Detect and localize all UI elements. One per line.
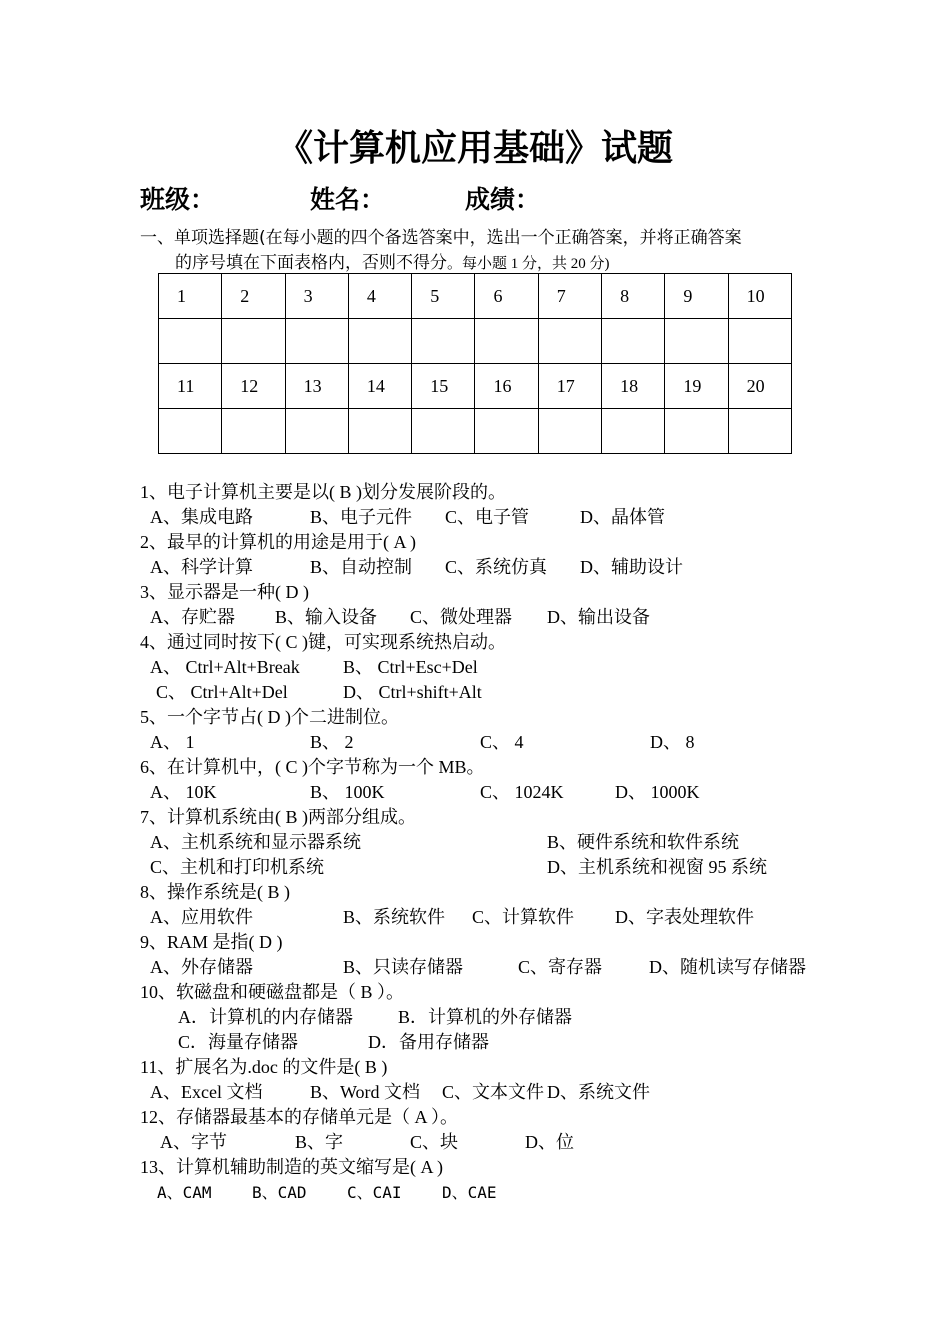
answer-option: B、电子元件 — [310, 507, 413, 527]
answer-blank-cell[interactable] — [475, 319, 538, 364]
options-row — [140, 780, 840, 805]
answer-blank-cell[interactable] — [728, 319, 791, 364]
question-text: 4、通过同时按下( C )键，可实现系统热启动。 — [140, 632, 506, 652]
question-text: 9、RAM 是指( D ) — [140, 932, 283, 952]
answer-option: D、晶体管 — [580, 507, 665, 527]
name-label: 姓名： — [310, 185, 386, 214]
section-instruction-line1: 一、单项选择题(在每小题的四个备选答案中，选出一个正确答案，并将正确答案 — [140, 228, 742, 248]
options-row — [140, 1030, 840, 1055]
question-text: 5、一个字节占( D )个二进制位。 — [140, 707, 399, 727]
answer-option: A、 10K — [150, 782, 217, 802]
answer-blank-cell[interactable] — [348, 319, 411, 364]
answer-blank-cell[interactable] — [538, 409, 601, 454]
answer-option: C、寄存器 — [518, 957, 603, 977]
answer-option: D、CAE — [442, 1183, 497, 1202]
answer-option: D、辅助设计 — [580, 557, 683, 577]
answer-option: D、系统文件 — [547, 1082, 650, 1102]
question-number-cell: 15 — [412, 364, 475, 409]
answer-option: C、微处理器 — [410, 607, 513, 627]
options-row — [140, 1130, 840, 1155]
answer-option: C、电子管 — [445, 507, 530, 527]
answer-number-row — [159, 274, 792, 319]
question-text: 7、计算机系统由( B )两部分组成。 — [140, 807, 416, 827]
answer-option: A．计算机的内存储器 — [178, 1007, 353, 1027]
answer-blank-cell[interactable] — [728, 409, 791, 454]
options-row — [140, 905, 840, 930]
question-text: 6、在计算机中，( C )个字节称为一个 MB。 — [140, 757, 485, 777]
class-label: 班级： — [140, 185, 216, 214]
question-number-cell: 7 — [538, 274, 601, 319]
answer-blank-cell[interactable] — [412, 409, 475, 454]
question-number-cell: 9 — [665, 274, 728, 319]
options-row — [140, 855, 840, 880]
answer-option: B、输入设备 — [275, 607, 378, 627]
question-text: 1、电子计算机主要是以( B )划分发展阶段的。 — [140, 482, 506, 502]
options-row — [140, 1080, 840, 1105]
answer-option: C、计算软件 — [472, 907, 575, 927]
answer-blank-cell[interactable] — [222, 319, 285, 364]
answer-blank-cell[interactable] — [412, 319, 475, 364]
answer-option: D．备用存储器 — [368, 1032, 489, 1052]
answer-option: B、自动控制 — [310, 557, 413, 577]
question-number-cell: 6 — [475, 274, 538, 319]
answer-option: D、主机系统和视窗 95 系统 — [547, 857, 767, 877]
question-number-cell: 14 — [348, 364, 411, 409]
section-one-heading — [140, 226, 830, 277]
answer-option: A、集成电路 — [150, 507, 253, 527]
answer-option: D、位 — [525, 1132, 574, 1152]
question-number-cell: 3 — [285, 274, 348, 319]
answer-option: C、文本文件 — [442, 1082, 545, 1102]
options-row — [140, 505, 840, 530]
student-info-line — [140, 182, 840, 218]
answer-option: B．计算机的外存储器 — [398, 1007, 573, 1027]
answer-option: A、外存储器 — [150, 957, 253, 977]
answer-option: A、科学计算 — [150, 557, 253, 577]
question-number-cell: 17 — [538, 364, 601, 409]
answer-blank-cell[interactable] — [159, 319, 222, 364]
answer-option: A、主机系统和显示器系统 — [150, 832, 361, 852]
answer-blank-cell[interactable] — [348, 409, 411, 454]
score-label: 成绩： — [465, 185, 541, 214]
answer-option: A、存贮器 — [150, 607, 235, 627]
answer-number-row — [159, 364, 792, 409]
section-instruction-text: 的序号填在下面表格内，否则不得分 — [175, 253, 447, 273]
answer-option: C、块 — [410, 1132, 459, 1152]
options-row — [140, 605, 840, 630]
answer-blank-row — [159, 409, 792, 454]
answer-option: B、 Ctrl+Esc+Del — [343, 657, 478, 677]
question-text: 13、计算机辅助制造的英文缩写是( A ) — [140, 1157, 443, 1177]
answer-option: B、系统软件 — [343, 907, 446, 927]
answer-blank-cell[interactable] — [602, 319, 665, 364]
answer-option: A、字节 — [160, 1132, 227, 1152]
question-number-cell: 19 — [665, 364, 728, 409]
question-number-cell: 13 — [285, 364, 348, 409]
options-row — [140, 680, 840, 705]
answer-option: A、Excel 文档 — [150, 1082, 263, 1102]
question-number-cell: 11 — [159, 364, 222, 409]
question-text: 11、扩展名为.doc 的文件是( B ) — [140, 1057, 388, 1077]
answer-option: B、CAD — [252, 1183, 307, 1202]
options-row — [140, 730, 840, 755]
answer-blank-cell[interactable] — [159, 409, 222, 454]
options-row — [140, 1180, 840, 1205]
question-number-cell: 18 — [602, 364, 665, 409]
question-text: 8、操作系统是( B ) — [140, 882, 290, 902]
answer-option: D、 1000K — [615, 782, 700, 802]
answer-option: C、CAI — [347, 1183, 402, 1202]
options-row — [140, 1005, 840, 1030]
answer-option: D、随机读写存储器 — [649, 957, 806, 977]
answer-blank-cell[interactable] — [602, 409, 665, 454]
question-number-cell: 12 — [222, 364, 285, 409]
options-row — [140, 955, 840, 980]
answer-blank-cell[interactable] — [222, 409, 285, 454]
answer-option: B、硬件系统和软件系统 — [547, 832, 740, 852]
section-score-note: 。每小题 1 分，共 20 分) — [447, 256, 610, 272]
answer-option: B、字 — [295, 1132, 344, 1152]
answer-option: D、 Ctrl+shift+Alt — [343, 682, 482, 702]
question-number-cell: 10 — [728, 274, 791, 319]
answer-option: B、只读存储器 — [343, 957, 464, 977]
answer-blank-cell[interactable] — [285, 409, 348, 454]
answer-option: C、 4 — [480, 732, 524, 752]
question-number-cell: 8 — [602, 274, 665, 319]
answer-blank-cell[interactable] — [665, 409, 728, 454]
options-row — [140, 555, 840, 580]
question-number-cell: 16 — [475, 364, 538, 409]
question-number-cell: 20 — [728, 364, 791, 409]
answer-blank-cell[interactable] — [285, 319, 348, 364]
answer-blank-cell[interactable] — [665, 319, 728, 364]
answer-option: C、系统仿真 — [445, 557, 548, 577]
answer-blank-row — [159, 319, 792, 364]
answer-option: D、字表处理软件 — [615, 907, 754, 927]
question-number-cell: 5 — [412, 274, 475, 319]
question-list — [140, 480, 840, 1205]
answer-option: A、 1 — [150, 732, 195, 752]
options-row — [140, 830, 840, 855]
answer-option: B、 2 — [310, 732, 354, 752]
exam-title: 《计算机应用基础》试题 — [276, 128, 673, 169]
question-number-cell: 4 — [348, 274, 411, 319]
answer-option: A、应用软件 — [150, 907, 253, 927]
answer-option: C．海量存储器 — [178, 1032, 299, 1052]
answer-option: A、 Ctrl+Alt+Break — [150, 657, 300, 677]
question-text: 12、存储器最基本的存储单元是（ A ）。 — [140, 1107, 459, 1127]
answer-option: B、 100K — [310, 782, 385, 802]
answer-option: C、 Ctrl+Alt+Del — [156, 682, 288, 702]
answer-option: D、输出设备 — [547, 607, 650, 627]
answer-option: A、CAM — [157, 1183, 212, 1202]
answer-option: D、 8 — [650, 732, 695, 752]
answer-option: B、Word 文档 — [310, 1082, 421, 1102]
answer-option: C、主机和打印机系统 — [150, 857, 325, 877]
answer-blank-cell[interactable] — [475, 409, 538, 454]
question-text: 3、显示器是一种( D ) — [140, 582, 309, 602]
answer-blank-cell[interactable] — [538, 319, 601, 364]
question-text: 2、最早的计算机的用途是用于( A ) — [140, 532, 416, 552]
question-number-cell: 1 — [159, 274, 222, 319]
question-number-cell: 2 — [222, 274, 285, 319]
question-text: 10、软磁盘和硬磁盘都是（ B ）。 — [140, 982, 405, 1002]
answer-option: C、 1024K — [480, 782, 564, 802]
answer-table — [158, 273, 792, 454]
options-row — [140, 655, 840, 680]
